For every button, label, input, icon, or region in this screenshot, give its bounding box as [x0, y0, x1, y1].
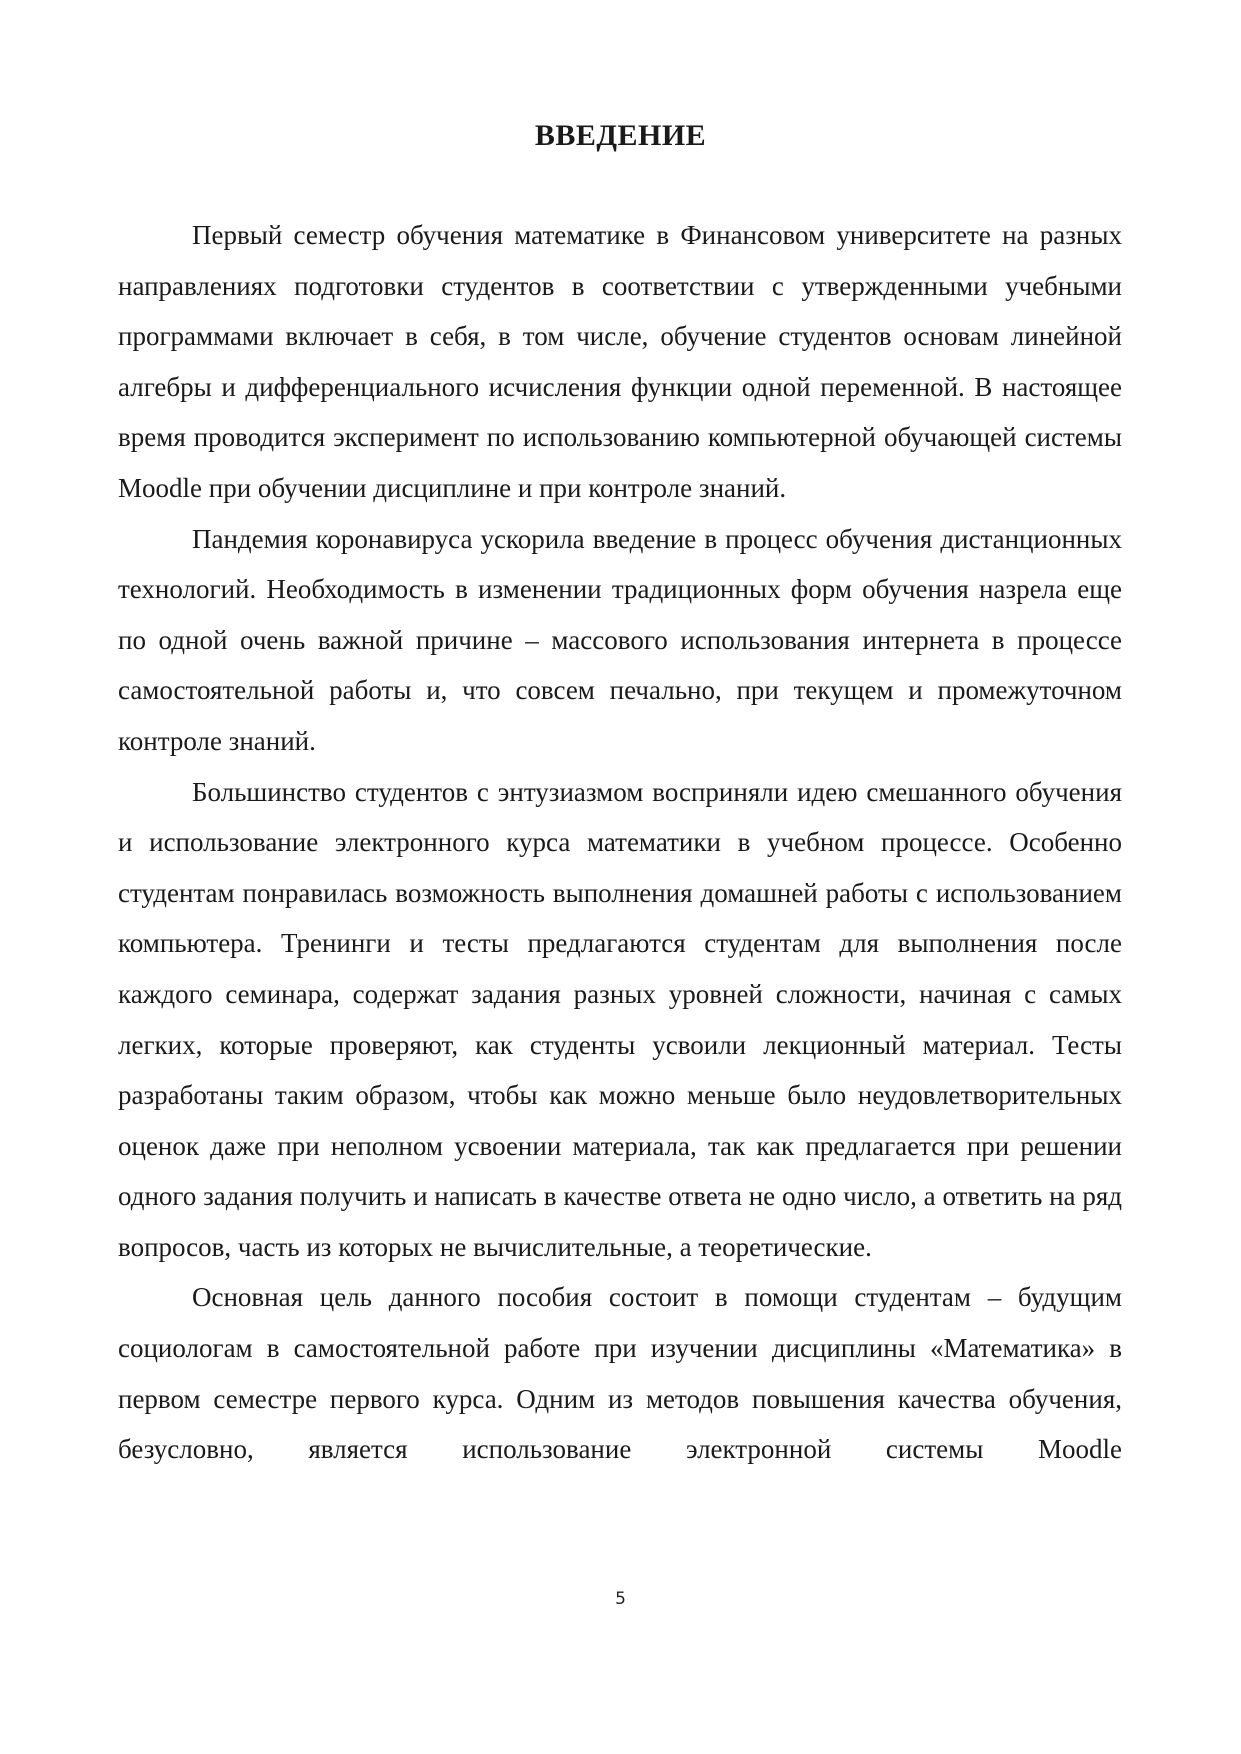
paragraph-pandemic: Пандемия коронавируса ускорила введение в процесс обучения дистанционных технологий. Необходимость в изменении традиционных форм обучения назрела еще по одной очень важной причине – массового использования интернета в процессе самостоятельной работы и, что совсем печально, при текущем и промежуточном контроле знаний. [118, 523, 1122, 756]
paragraph-intro: Первый семестр обучения математике в Финансовом университете на разных направлениях подготовки студентов в соответствии с утвержденными учебными программами включает в себя, в том числе, обучение студентов основам линейной алгебры и дифференциального исчисления функции одной переменной. В настоящее время проводится эксперимент по использованию компьютерной обучающей системы Moodle при обучении дисциплине и при контроле знаний. [118, 220, 1122, 503]
page-number: 5 [615, 1589, 626, 1609]
body-text [118, 210, 1122, 1475]
paragraph-goal: Основная цель данного пособия состоит в помощи студентам – будущим социологам в самостоятельной работе при изучении дисциплины «Математика» в первом семестре первого курса. Одним из методов повышения качества обучения, безусловно, является использование электронной системы Moodle [118, 1282, 1122, 1465]
page-title: ВВЕДЕНИЕ [534, 119, 707, 152]
paragraph-students: Большинство студентов с энтузиазмом восприняли идею смешанного обучения и использование электронного курса математики в учебном процессе. Особенно студентам понравилась возможность выполнения домашней работы с использованием компьютера. Тренинги и тесты предлагаются студентам для выполнения после каждого семинара, содержат задания разных уровней сложности, начиная с самых легких, которые проверяют, как студенты усвоили лекционный материал. Тесты разработаны таким образом, чтобы как можно меньше было неудовлетворительных оценок даже при неполном усвоении материала, так как предлагается при решении одного задания получить и написать в качестве ответа не одно число, а ответить на ряд вопросов, часть из которых не вычислительные, а теоретические. [118, 776, 1122, 1262]
